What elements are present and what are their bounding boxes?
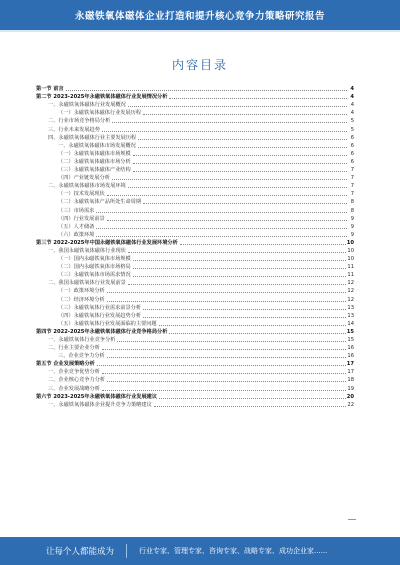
toc-leader-dots	[96, 236, 347, 237]
toc-entry[interactable]	[36, 278, 354, 286]
toc-entry[interactable]	[36, 222, 354, 230]
toc-entry-page: 5	[350, 126, 354, 133]
toc-entry-page: 12	[347, 296, 354, 303]
toc-entry-label: 第五节 企业发展策略分析	[36, 361, 95, 368]
toc-entry[interactable]	[36, 246, 354, 254]
toc-entry-label: （二）经济环境分析	[58, 296, 105, 303]
toc-entry-page: 4	[350, 110, 354, 117]
toc-entry[interactable]	[36, 173, 354, 181]
toc-entry-label: 一、我国永磁铁氧体磁体行业现状	[48, 247, 126, 254]
toc-leader-dots	[133, 171, 347, 172]
toc-entry-page: 4	[350, 102, 354, 109]
toc-entry[interactable]	[36, 116, 354, 124]
toc-leader-dots	[107, 381, 346, 382]
toc-entry[interactable]	[36, 327, 354, 335]
toc-entry-label: （一）国内永磁铁氧体市场规模	[58, 256, 131, 263]
toc-entry-label: 一、企业竞争优势分析	[48, 369, 100, 376]
toc-entry-page: 22	[347, 401, 354, 408]
toc-entry-page: 9	[350, 215, 354, 222]
toc-entry-label: 二、行业市场竞争格局分析	[48, 118, 111, 125]
toc-leader-dots	[128, 284, 347, 285]
toc-entry-label: 二、永磁铁氧体磁体市场发展环境	[48, 183, 126, 190]
toc-entry-label: （二）国内永磁铁氧体市场格局	[58, 264, 131, 271]
toc-entry-page: 4	[350, 86, 354, 93]
toc-leader-dots	[107, 195, 347, 196]
toc-entry-page: 6	[350, 158, 354, 165]
toc-entry-page: 11	[347, 264, 354, 271]
footer-tags: 行业专家、管理专家、咨询专家、战略专家、成功企业家......	[139, 547, 328, 555]
toc-entry[interactable]	[36, 124, 354, 132]
toc-entry-page: 19	[347, 385, 354, 392]
toc-entry-page: 18	[347, 377, 354, 384]
toc-leader-dots	[102, 131, 347, 132]
toc-leader-dots	[143, 203, 347, 204]
report-title: 永磁铁氧体磁体企业打造和提升核心竞争力策略研究报告	[74, 11, 325, 22]
toc-leader-dots	[97, 365, 346, 366]
toc-entry[interactable]	[36, 141, 354, 149]
toc-entry-page: 8	[350, 199, 354, 206]
toc-entry-page: 6	[350, 134, 354, 141]
toc-entry[interactable]	[36, 149, 354, 157]
toc-entry[interactable]	[36, 165, 354, 173]
toc-leader-dots	[143, 317, 346, 318]
toc-entry-label: （三）永磁铁氧体磁体产业结构	[58, 167, 131, 174]
toc-entry-page: 15	[347, 337, 354, 343]
toc-leader-dots	[102, 390, 347, 391]
toc-entry[interactable]	[36, 108, 354, 116]
toc-entry-page: 7	[350, 167, 354, 174]
toc-entry[interactable]	[36, 189, 354, 197]
toc-entry[interactable]	[36, 335, 354, 343]
toc-entry[interactable]	[36, 238, 354, 246]
toc-leader-dots	[159, 325, 347, 326]
toc-entry[interactable]	[36, 197, 354, 205]
toc-entry-label: （一）永磁铁氧体磁体市场规模	[58, 150, 131, 157]
footer-bar	[0, 537, 400, 565]
toc-entry-label: 一、永磁铁氧体行业竞争分析	[48, 337, 116, 343]
toc-entry[interactable]	[36, 311, 354, 319]
toc-entry-label: （三）市场需求	[58, 207, 95, 214]
toc-entry-label: 第六节 2023-2025年永磁铁氧体磁体行业发展建议	[36, 393, 158, 400]
toc-entry-page: 7	[350, 183, 354, 190]
toc-leader-dots	[128, 187, 347, 188]
toc-entry-page: 10	[347, 256, 354, 263]
toc-entry-label: （二）永磁铁氧体产品所处生命周期	[58, 199, 142, 206]
toc-leader-dots	[107, 220, 347, 221]
toc-leader-dots	[133, 163, 347, 164]
toc-entry-label: 二、企业核心竞争力分析	[48, 377, 106, 384]
toc-leader-dots	[143, 309, 346, 310]
toc-leader-dots	[169, 98, 347, 99]
toc-entry-page: 8	[350, 207, 354, 214]
toc-entry-label: （三）永磁铁氧体行业需求前景分析	[58, 304, 142, 311]
toc-leader-dots	[102, 373, 347, 374]
toc-leader-dots	[128, 252, 347, 253]
header-divider	[0, 30, 400, 32]
toc-entry-label: （四）产业链发展分析	[58, 175, 110, 182]
toc-entry-page: 12	[347, 280, 354, 287]
toc-entry-page: 7	[350, 191, 354, 198]
toc-entry[interactable]	[36, 92, 354, 100]
toc-entry-page: 20	[346, 393, 354, 400]
toc-entry-page: 9	[350, 231, 354, 238]
toc-entry-label: （五）永磁铁氧体行业发展面临的主要问题	[58, 320, 157, 327]
toc-leader-dots	[107, 357, 347, 358]
toc-leader-dots	[107, 301, 347, 302]
toc-entry-label: 第四节 2022-2025年永磁铁氧体磁体行业竞争格局分析	[36, 328, 168, 335]
toc-entry[interactable]	[36, 181, 354, 189]
toc-entry[interactable]	[36, 383, 354, 391]
toc-entry-label: （三）永磁铁氧体市场需求情况	[58, 272, 131, 279]
toc-entry-label: 一、永磁铁氧体磁体行业发展概况	[48, 102, 126, 109]
toc-entry-label: （四）行业发展前景	[58, 215, 105, 222]
toc-entry[interactable]	[36, 286, 354, 294]
toc-entry-page: 17	[347, 369, 354, 376]
toc-entry-page: 17	[346, 361, 354, 368]
toc-entry[interactable]	[36, 133, 354, 141]
toc-leader-dots	[66, 90, 347, 91]
toc-entry[interactable]	[36, 270, 354, 278]
toc-leader-dots	[133, 268, 347, 269]
toc-entry[interactable]	[36, 100, 354, 108]
toc-entry-label: 一、永磁铁氧体磁体市场发展概况	[58, 142, 136, 149]
toc-entry[interactable]	[36, 400, 354, 408]
toc-leader-dots	[102, 349, 347, 350]
toc-entry-label: 三、行业未来发展趋势	[48, 126, 100, 133]
page-marker	[348, 519, 356, 520]
toc-entry-label: 第三节 2022-2025年中国永磁铁氧体磁体行业发展环境分析	[36, 239, 178, 246]
toc-leader-dots	[133, 260, 347, 261]
toc-entry-label: 三、企业发展战略分析	[48, 385, 100, 392]
toc-entry-page: 10	[347, 247, 354, 254]
toc-leader-dots	[117, 341, 346, 342]
toc-entry[interactable]	[36, 214, 354, 222]
toc-leader-dots	[112, 122, 347, 123]
toc-entry-label: （一）永磁铁氧体磁体行业发展历程	[58, 110, 142, 117]
toc-leader-dots	[96, 228, 347, 229]
toc-leader-dots	[159, 398, 346, 399]
toc-entry-page: 14	[347, 320, 354, 327]
toc-entry[interactable]	[36, 294, 354, 302]
toc-entry[interactable]	[36, 84, 354, 92]
toc-entry-label: 一、永磁铁氧体磁体企业提升竞争力策略建议	[48, 401, 152, 408]
toc-entry-page: 16	[347, 353, 354, 360]
toc-leader-dots	[169, 333, 345, 334]
toc-entry-page: 6	[350, 150, 354, 157]
toc-entry-label: 第二节 2023-2025年永磁铁氧体磁体行业发展情况分析	[36, 94, 168, 101]
toc-entry-page: 4	[350, 94, 354, 101]
toc-leader-dots	[128, 106, 347, 107]
toc-entry-page: 16	[347, 345, 354, 352]
footer-slogan: 让每个人都能成为	[46, 547, 115, 557]
toc-leader-dots	[143, 114, 347, 115]
toc-entry[interactable]	[36, 205, 354, 213]
toc-entry[interactable]	[36, 351, 354, 359]
toc-entry-page: 6	[350, 142, 354, 149]
toc-leader-dots	[96, 212, 347, 213]
toc-leader-dots	[138, 139, 347, 140]
toc-entry[interactable]	[36, 343, 354, 351]
toc-entry[interactable]	[36, 254, 354, 262]
toc-entry-label: 第一节 前言	[36, 86, 64, 93]
toc-entry[interactable]	[36, 392, 354, 400]
toc-entry-label: （二）永磁铁氧体磁体市场分析	[58, 158, 131, 165]
toc-entry[interactable]	[36, 367, 354, 375]
footer-separator	[126, 544, 127, 558]
toc-entry-page: 13	[347, 312, 354, 319]
toc-entry-page: 7	[350, 175, 354, 182]
toc-entry-page: 9	[350, 223, 354, 230]
toc-leader-dots	[133, 276, 347, 277]
toc-leader-dots	[112, 179, 347, 180]
toc-entry-page: 10	[346, 239, 354, 246]
table-of-contents	[36, 84, 354, 408]
toc-leader-dots	[107, 292, 347, 293]
toc-entry[interactable]	[36, 303, 354, 311]
toc-leader-dots	[133, 155, 347, 156]
toc-entry[interactable]	[36, 359, 354, 367]
toc-entry[interactable]	[36, 262, 354, 270]
toc-entry-page: 5	[350, 118, 354, 125]
toc-entry-label: （五）人才储备	[58, 223, 95, 230]
toc-entry[interactable]	[36, 157, 354, 165]
toc-entry-label: （四）永磁铁氧体行业发展趋势分析	[58, 312, 142, 319]
toc-leader-dots	[154, 406, 347, 407]
toc-entry-label: 二、行业主要企业分析	[48, 345, 100, 352]
toc-title: 内容目录	[171, 58, 228, 72]
toc-entry-label: （一）政策环境分析	[58, 288, 105, 295]
toc-entry[interactable]	[36, 319, 354, 327]
toc-leader-dots	[138, 147, 347, 148]
header-bar	[0, 0, 400, 30]
toc-entry-label: （一）技术发展现状	[58, 191, 105, 198]
toc-entry-page: 12	[347, 288, 354, 295]
toc-entry-label: 二、我国永磁铁氧体行业发展前景	[48, 280, 126, 287]
toc-leader-dots	[180, 244, 346, 245]
toc-entry-label: 四、永磁铁氧体磁体行业主要发展历程	[48, 134, 137, 141]
toc-entry-page: 15	[346, 328, 354, 335]
toc-entry-label: （六）政策环境	[58, 231, 95, 238]
toc-entry-page: 11	[347, 272, 354, 279]
toc-entry-label: 三、企业竞争力分析	[58, 353, 105, 360]
toc-entry-page: 13	[347, 304, 354, 311]
toc-entry[interactable]	[36, 375, 354, 383]
toc-entry[interactable]	[36, 230, 354, 238]
